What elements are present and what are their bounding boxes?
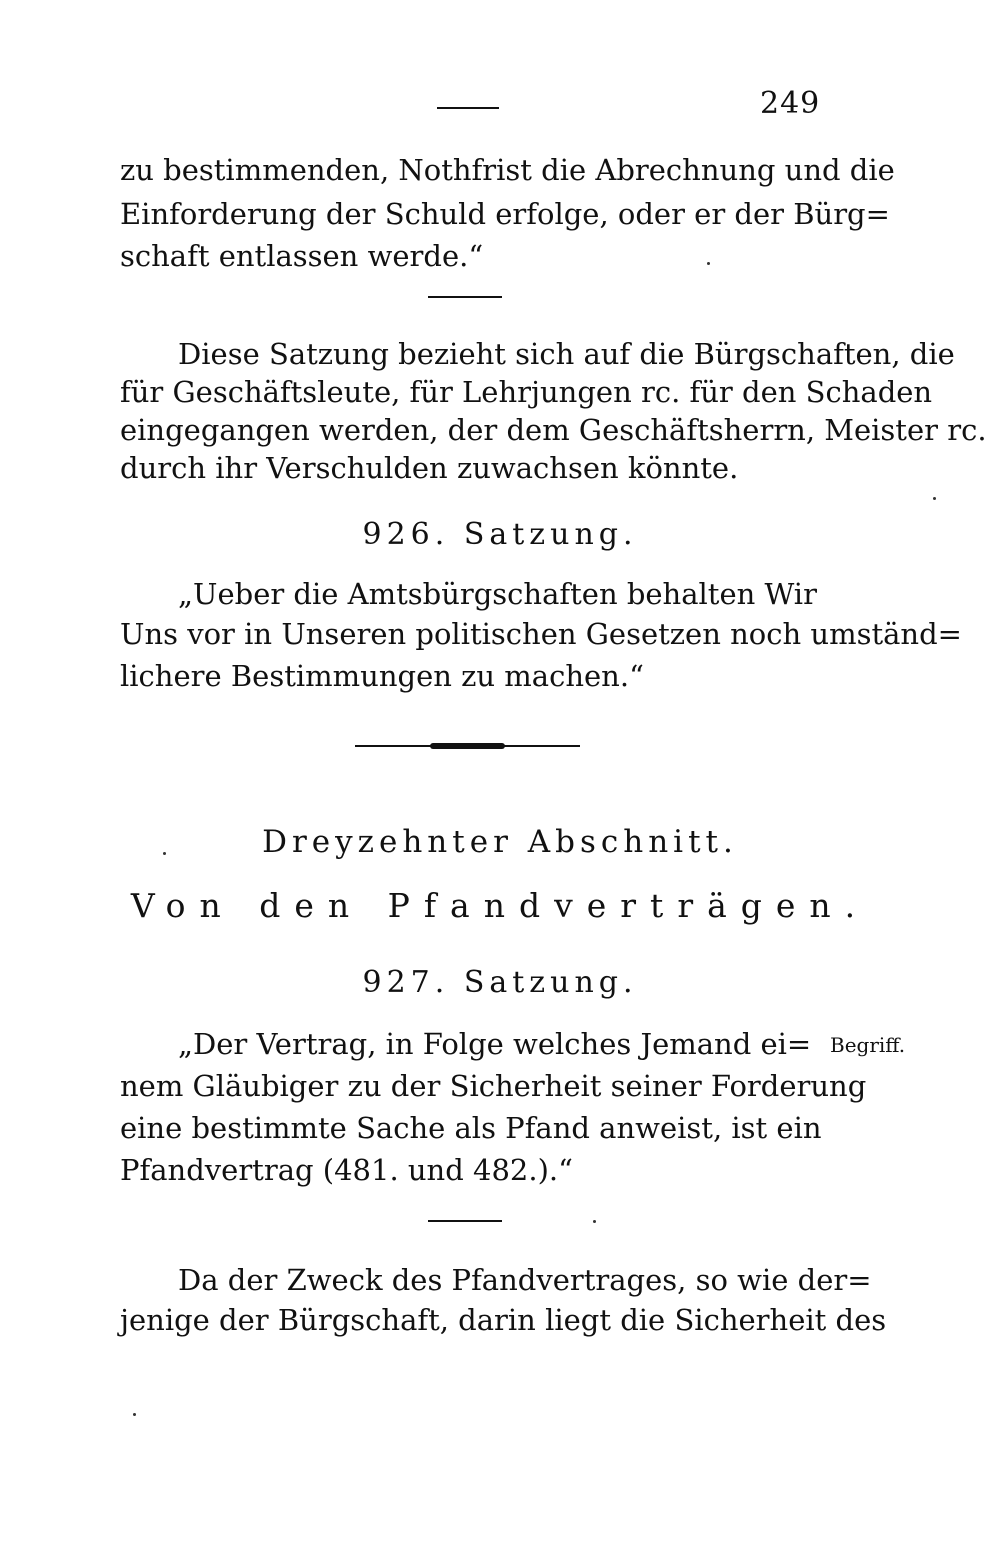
text-line: nem Gläubiger zu der Sicherheit seiner Forderung [120,1069,867,1103]
text-line: durch ihr Verschulden zuwachsen könnte. [120,451,739,485]
text-line: für Geschäftsleute, für Lehrjungen rc. für den Schaden [120,375,933,409]
section-rule [428,1220,502,1222]
text-line: Diese Satzung bezieht sich auf die Bürgschaften, die [178,337,955,371]
ornamental-divider [355,742,580,750]
text-line: eine bestimmte Sache als Pfand anweist, ist ein [120,1111,822,1145]
text-line: „Der Vertrag, in Folge welches Jemand ei= [178,1027,812,1061]
text-line: lichere Bestimmungen zu machen.“ [120,659,644,693]
text-line: eingegangen werden, der dem Geschäftsherrn, Meister rc. [120,413,987,447]
text-line: schaft entlassen werde.“ [120,239,484,273]
text-line: Einforderung der Schuld erfolge, oder er der Bürg= [120,197,890,231]
header-rule [437,107,499,109]
section-heading-927: 927. Satzung. [362,965,638,1000]
text-line: jenige der Bürgschaft, darin liegt die Sicherheit des [120,1303,887,1337]
scan-speck [593,1220,596,1223]
chapter-subtitle: Von den Pfandverträgen. [130,886,870,925]
chapter-title: Dreyzehnter Abschnitt. [262,824,738,860]
margin-note: Begriff. [830,1033,906,1057]
scan-speck [133,1413,136,1416]
text-line: zu bestimmenden, Nothfrist die Abrechnung und die [120,153,895,187]
scan-speck [163,852,166,855]
text-line: Uns vor in Unseren politischen Gesetzen noch umständ= [120,617,962,651]
text-line: Da der Zweck des Pfandvertrages, so wie der= [178,1263,872,1297]
text-line: „Ueber die Amtsbürgschaften behalten Wir [178,577,817,611]
section-heading-926: 926. Satzung. [362,517,638,552]
text-line: Pfandvertrag (481. und 482.).“ [120,1153,573,1187]
section-rule [428,296,502,298]
scan-speck [707,262,710,265]
page-number: 249 [760,86,821,121]
scan-speck [933,497,936,500]
